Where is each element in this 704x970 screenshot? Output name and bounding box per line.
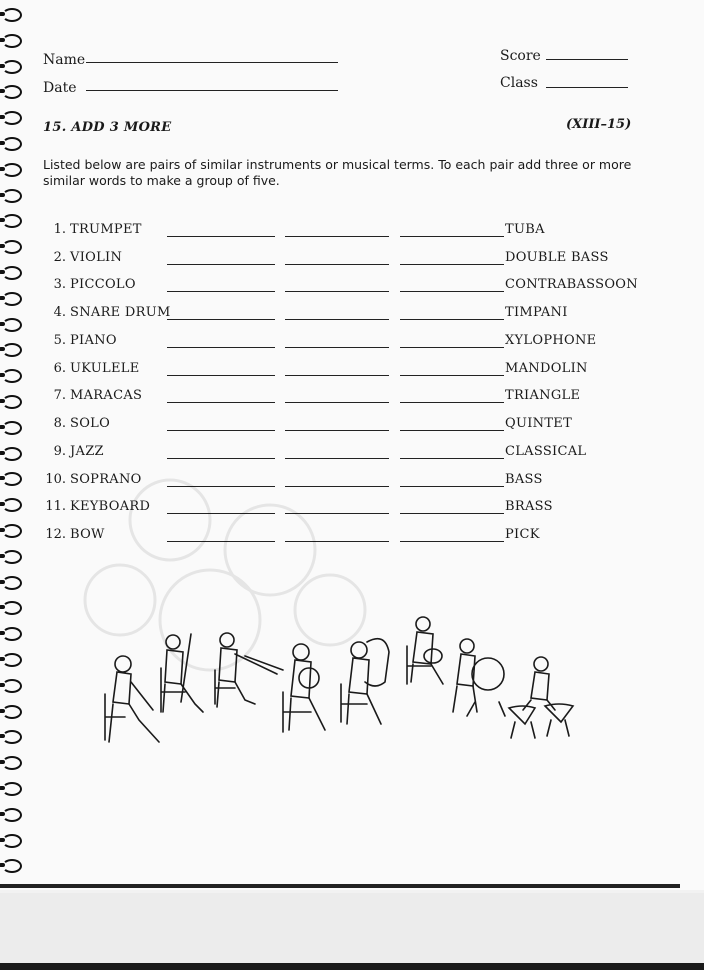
date-label: Date (43, 80, 77, 96)
name-label: Name (43, 52, 86, 68)
answer-blank[interactable] (167, 264, 275, 265)
answer-blank[interactable] (285, 430, 389, 431)
answer-blank[interactable] (167, 375, 275, 376)
spiral-coil (2, 85, 22, 99)
given-word: VIOLIN (70, 250, 123, 265)
answer-blank[interactable] (400, 236, 504, 237)
answer-blank[interactable] (400, 291, 504, 292)
page-edge (0, 884, 680, 888)
score-label: Score (500, 48, 541, 64)
spiral-coil (2, 601, 22, 615)
spiral-coil (2, 8, 22, 22)
target-word: QUINTET (505, 416, 573, 431)
given-word: SOPRANO (70, 472, 142, 487)
item-number: 1. (53, 222, 66, 237)
answer-blank[interactable] (400, 347, 504, 348)
item-number: 12. (45, 527, 66, 542)
given-word: MARACAS (70, 388, 143, 403)
exercise-row (0, 250, 704, 278)
answer-blank[interactable] (167, 291, 275, 292)
item-number: 8. (53, 416, 66, 431)
spiral-coil (2, 34, 22, 48)
target-word: PICK (505, 527, 540, 542)
item-number: 9. (53, 444, 66, 459)
target-word: DOUBLE BASS (505, 250, 609, 265)
given-word: PICCOLO (70, 277, 136, 292)
answer-blank[interactable] (167, 430, 275, 431)
target-word: CONTRABASSOON (505, 277, 638, 292)
name-field[interactable] (86, 62, 338, 63)
given-word: PIANO (70, 333, 117, 348)
exercise-row (0, 388, 704, 416)
target-word: XYLOPHONE (505, 333, 597, 348)
instructions-text: Listed below are pairs of similar instruments or musical terms. To each pair add three or more similar words to make a group of five. (43, 157, 632, 188)
answer-blank[interactable] (285, 347, 389, 348)
item-number: 2. (53, 250, 66, 265)
class-label: Class (500, 75, 538, 91)
answer-blank[interactable] (400, 458, 504, 459)
exercise-row (0, 305, 704, 333)
exercise-row (0, 416, 704, 444)
target-word: CLASSICAL (505, 444, 587, 459)
answer-blank[interactable] (285, 291, 389, 292)
exercise-row (0, 361, 704, 389)
target-word: TUBA (505, 222, 545, 237)
given-word: JAZZ (70, 444, 104, 459)
answer-blank[interactable] (400, 513, 504, 514)
worksheet-title: 15. ADD 3 MORE (43, 120, 172, 135)
spiral-coil (2, 163, 22, 177)
spiral-coil (2, 808, 22, 822)
given-word: BOW (70, 527, 105, 542)
spiral-coil (2, 137, 22, 151)
spiral-coil (2, 782, 22, 796)
target-word: TRIANGLE (505, 388, 581, 403)
score-field[interactable] (546, 59, 628, 60)
spiral-coil (2, 627, 22, 641)
orchestra-players-icon (95, 612, 595, 752)
exercise-row (0, 222, 704, 250)
class-field[interactable] (546, 87, 628, 88)
answer-blank[interactable] (167, 236, 275, 237)
spiral-coil (2, 679, 22, 693)
answer-blank[interactable] (285, 375, 389, 376)
answer-blank[interactable] (400, 541, 504, 542)
target-word: MANDOLIN (505, 361, 588, 376)
target-word: BASS (505, 472, 543, 487)
spiral-coil (2, 730, 22, 744)
given-word: UKULELE (70, 361, 140, 376)
answer-blank[interactable] (167, 402, 275, 403)
spiral-coil (2, 111, 22, 125)
given-word: SNARE DRUM (70, 305, 171, 320)
item-number: 7. (53, 388, 66, 403)
item-number: 3. (53, 277, 66, 292)
exercise-row (0, 277, 704, 305)
item-number: 10. (45, 472, 66, 487)
answer-blank[interactable] (400, 402, 504, 403)
answer-blank[interactable] (400, 375, 504, 376)
spiral-coil (2, 576, 22, 590)
spiral-coil (2, 60, 22, 74)
answer-blank[interactable] (285, 458, 389, 459)
answer-blank[interactable] (285, 319, 389, 320)
worksheet-code: (XIII–15) (566, 117, 632, 132)
spiral-coil (2, 834, 22, 848)
target-word: TIMPANI (505, 305, 568, 320)
target-word: BRASS (505, 499, 553, 514)
answer-blank[interactable] (400, 430, 504, 431)
spiral-coil (2, 859, 22, 873)
given-word: TRUMPET (70, 222, 142, 237)
item-number: 5. (53, 333, 66, 348)
answer-blank[interactable] (285, 236, 389, 237)
answer-blank[interactable] (400, 319, 504, 320)
exercise-row (0, 333, 704, 361)
answer-blank[interactable] (167, 319, 275, 320)
answer-blank[interactable] (285, 402, 389, 403)
spiral-coil (2, 705, 22, 719)
answer-blank[interactable] (400, 264, 504, 265)
spiral-coil (2, 756, 22, 770)
answer-blank[interactable] (167, 347, 275, 348)
answer-blank[interactable] (400, 486, 504, 487)
answer-blank[interactable] (285, 264, 389, 265)
item-number: 11. (45, 499, 66, 514)
given-word: KEYBOARD (70, 499, 151, 514)
date-field[interactable] (86, 90, 338, 91)
given-word: SOLO (70, 416, 111, 431)
spiral-coil (2, 653, 22, 667)
spiral-coil (2, 189, 22, 203)
next-page-edge (0, 893, 704, 970)
answer-blank[interactable] (167, 458, 275, 459)
item-number: 6. (53, 361, 66, 376)
item-number: 4. (53, 305, 66, 320)
